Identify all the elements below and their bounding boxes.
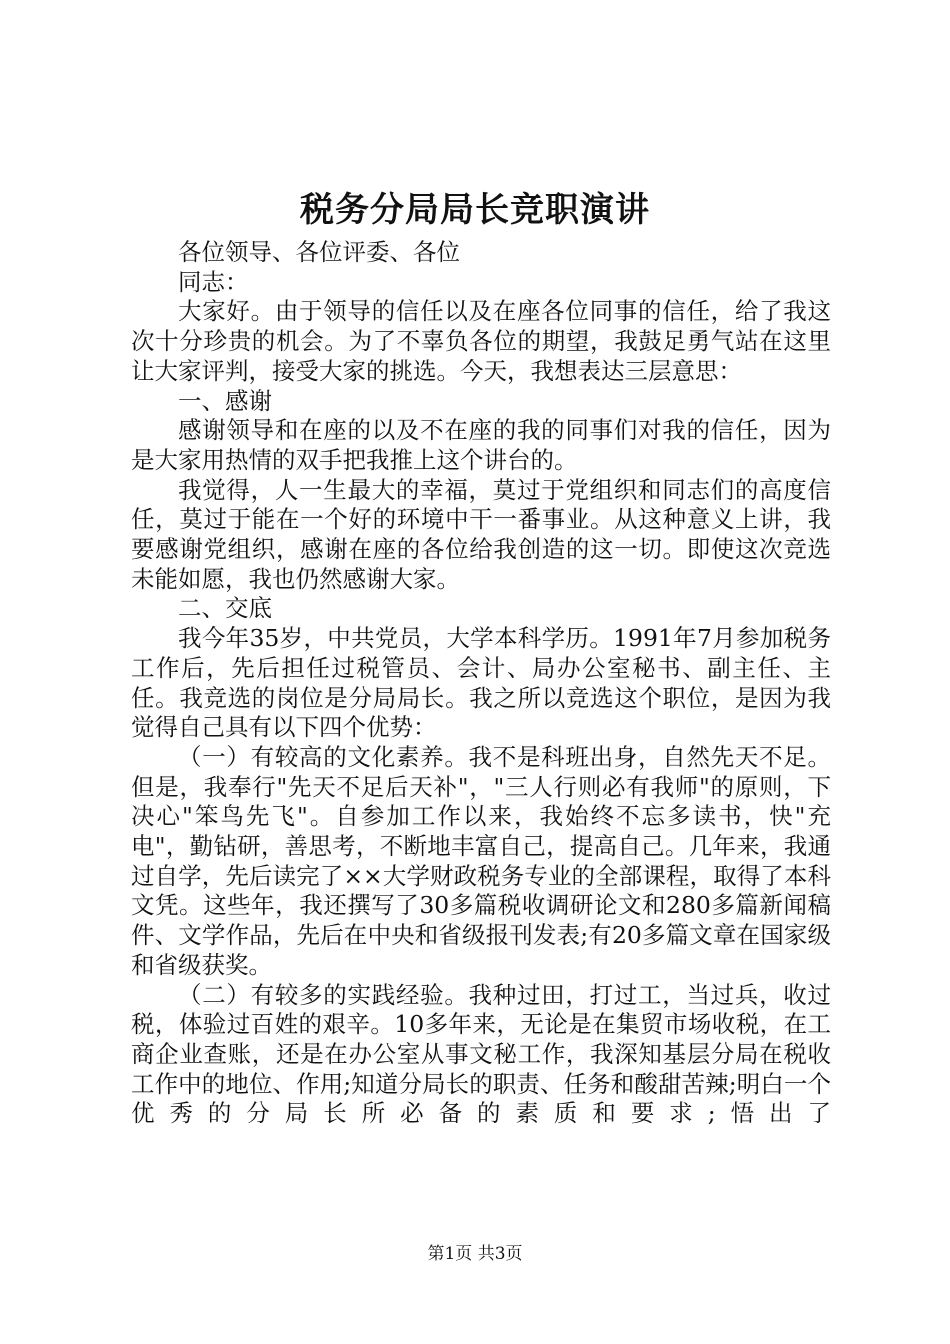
document-body (131, 238, 831, 1129)
paragraph-intro: 大家好。由于领导的信任以及在座各位同事的信任，给了我这次十分珍贵的机会。为了不辜负各位的期望，我鼓足勇气站在这里让大家评判，接受大家的挑选。今天，我想表达三层意思： (131, 297, 831, 385)
paragraph-advantage-2: （二）有较多的实践经验。我种过田，打过工，当过兵，收过税，体验过百姓的艰辛。10多年来，无论是在集贸市场收税，在工商企业查账，还是在办公室从事文秘工作，我深知基层分局在税收工作中的地位、作用;知道分局长的职责、任务和酸甜苦辣;明白一个优秀的分局长所必备的素质和要求;悟出了 (131, 980, 831, 1128)
paragraph-thanks-2: 我觉得，人一生最大的幸福，莫过于党组织和同志们的高度信任，莫过于能在一个好的环境中干一番事业。从这种意义上讲，我要感谢党组织，感谢在座的各位给我创造的这一切。即使这次竞选未能如愿，我也仍然感谢大家。 (131, 475, 831, 593)
section-heading-thanks: 一、感谢 (178, 386, 272, 415)
section-heading-background: 二、交底 (178, 594, 272, 623)
paragraph-background: 我今年35岁，中共党员，大学本科学历。1991年7月参加税务工作后，先后担任过税管员、会计、局办公室秘书、副主任、主任。我竞选的岗位是分局局长。我之所以竞选这个职位，是因为我觉得自己具有以下四个优势： (131, 624, 831, 742)
document-title: 税务分局局长竞职演讲 (300, 190, 650, 230)
paragraph-thanks-1: 感谢领导和在座的以及不在座的我的同事们对我的信任，因为是大家用热情的双手把我推上这个讲台的。 (131, 416, 831, 474)
page-footer: 第1页 共3页 (427, 1244, 523, 1264)
salutation-line-2: 同志： (178, 267, 249, 296)
paragraph-advantage-1: （一）有较高的文化素养。我不是科班出身，自然先天不足。但是，我奉行"先天不足后天补"，"三人行则必有我师"的原则，下决心"笨鸟先飞"。自参加工作以来，我始终不忘多读书，快"充电"，勤钻研，善思考，不断地丰富自己，提高自己。几年来，我通过自学，先后读完了××大学财政税务专业的全部课程，取得了本科文凭。这些年，我还撰写了30多篇税收调研论文和280多篇新闻稿件、文学作品，先后在中央和省级报刊发表;有20多篇文章在国家级和省级获奖。 (131, 742, 831, 979)
salutation-line-1: 各位领导、各位评委、各位 (178, 238, 460, 266)
